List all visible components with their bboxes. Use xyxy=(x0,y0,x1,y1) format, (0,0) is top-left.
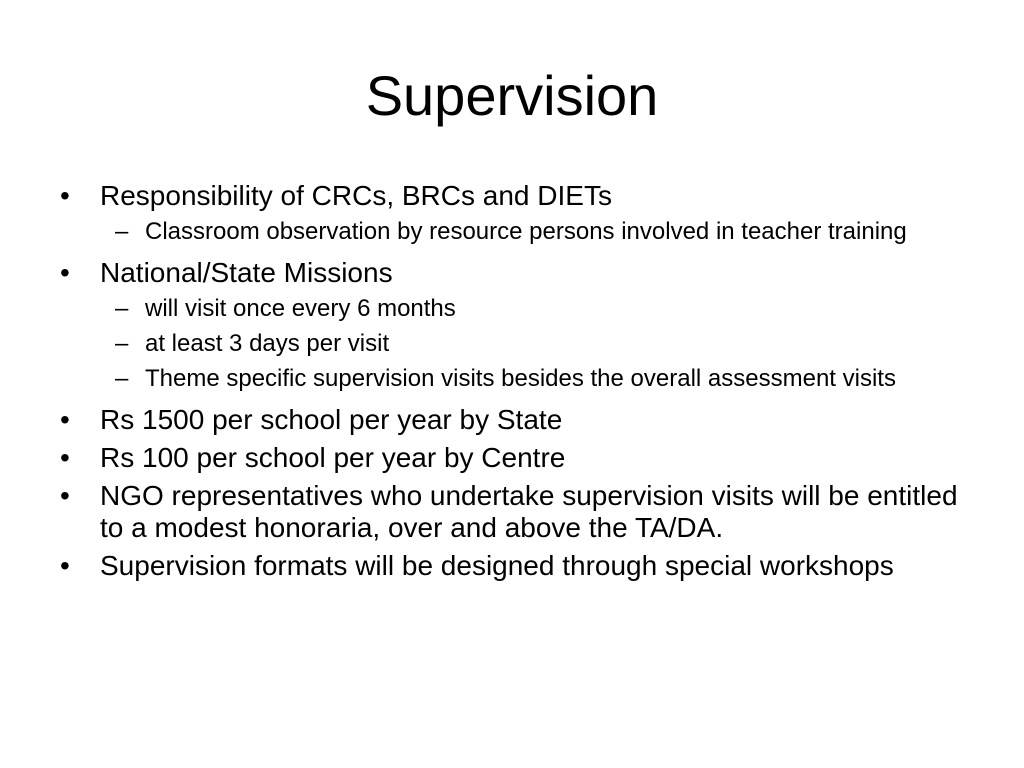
bullet-icon: • xyxy=(60,480,70,511)
dash-icon: – xyxy=(115,365,129,392)
bullet-icon: • xyxy=(60,442,70,473)
sub-bullet-item xyxy=(60,218,960,245)
sub-bullet-text: Theme specific supervision visits besides the overall assessment visits xyxy=(145,365,896,392)
bullet-item xyxy=(60,257,960,289)
sub-bullet-item xyxy=(60,295,960,322)
bullet-text: Supervision formats will be designed through special workshops xyxy=(100,550,894,581)
slide-title: Supervision xyxy=(365,64,659,127)
sub-bullet-item xyxy=(60,365,960,392)
bullet-icon: • xyxy=(60,180,70,211)
bullet-text: National/State Missions xyxy=(100,257,393,288)
dash-icon: – xyxy=(115,330,129,357)
bullet-text: NGO representatives who undertake supervision visits will be entitled to a modest honoraria, over and above the TA/DA. xyxy=(100,480,958,543)
sub-bullet-item xyxy=(60,330,960,357)
bullet-text: Rs 1500 per school per year by State xyxy=(100,404,563,435)
bullet-text: Rs 100 per school per year by Centre xyxy=(100,442,566,473)
bullet-icon: • xyxy=(60,404,70,435)
bullet-item xyxy=(60,404,960,436)
dash-icon: – xyxy=(115,218,129,245)
slide-body xyxy=(60,180,960,588)
bullet-item xyxy=(60,442,960,474)
bullet-icon: • xyxy=(60,550,70,581)
sub-bullet-text: at least 3 days per visit xyxy=(145,330,390,357)
bullet-item xyxy=(60,550,960,582)
sub-bullet-text: Classroom observation by resource persons involved in teacher training xyxy=(145,218,907,245)
bullet-item xyxy=(60,180,960,212)
bullet-text: Responsibility of CRCs, BRCs and DIETs xyxy=(100,180,612,211)
bullet-icon: • xyxy=(60,257,70,288)
dash-icon: – xyxy=(115,295,129,322)
bullet-item xyxy=(60,480,960,544)
sub-bullet-text: will visit once every 6 months xyxy=(145,295,456,322)
